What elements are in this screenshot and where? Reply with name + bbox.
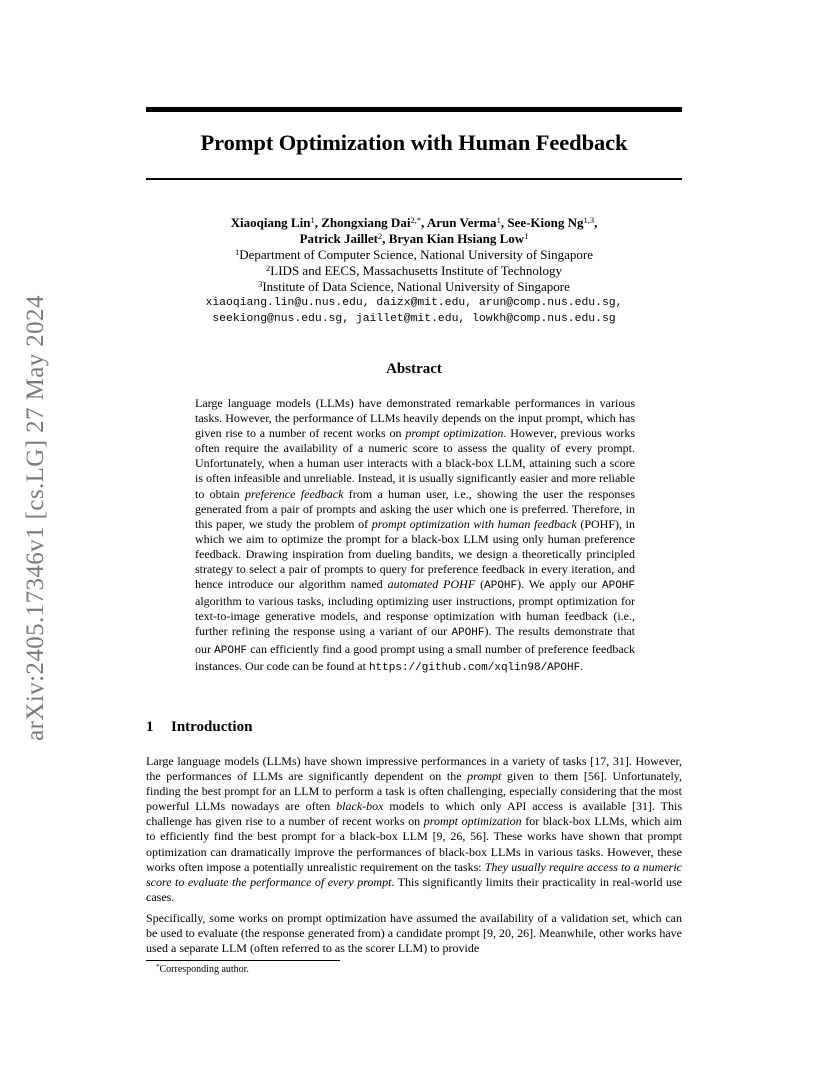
author: Bryan Kian Hsiang Low <box>388 231 525 246</box>
paragraph: Large language models (LLMs) have shown impressive performances in a variety of tasks [17, 31]. However, the performances of LLMs are significantly dependent on the prompt given to them [56]. Unfortunately, finding the best prompt for an LLM to perform a task is often challenging, especially considering that the most powerful LLMs nowadays are often black-box models to which only API access is available [31]. This challenge has given rise to a number of recent works on prompt optimization for black-box LLMs, which aim to efficiently find the best prompt for a black-box LLM [9, 26, 56]. These works have shown that prompt optimization can dramatically improve the performances of black-box LLMs in various tasks. However, these works often impose a potentially unrealistic requirement on the tasks: They usually require access to a numeric score to evaluate the performance of every prompt. This significantly limits their practicality in real-world use cases. <box>146 754 683 904</box>
top-rule <box>146 107 682 112</box>
author-sup: 1 <box>524 231 529 241</box>
paper-title: Prompt Optimization with Human Feedback <box>200 130 628 155</box>
author-sup: 2,* <box>410 215 422 225</box>
author-block <box>146 215 682 327</box>
footnote-rule <box>146 960 340 961</box>
author: Patrick Jaillet <box>299 231 378 246</box>
author-sup: 2 <box>377 231 383 241</box>
footnote: *Corresponding author. <box>156 963 249 975</box>
code-link[interactable]: https://github.com/xqlin98/APOHF <box>368 661 581 674</box>
abstract-body: Large language models (LLMs) have demonstrated remarkable performances in various tasks. However, the performance of LLMs heavily depends on the input prompt, which has given rise to a number of recent works on prompt optimization. However, previous works often require the availability of a numeric score to assess the quality of every prompt. Unfortunately, when a human user interacts with a black-box LLM, attaining such a score is often infeasible and unreliable. Instead, it is usually significantly easier and more reliable to obtain preference feedback from a human user, i.e., showing the user the responses generated from a pair of prompts and asking the user which one is preferred. Therefore, in this paper, we study the problem of prompt optimization with human feedback (POHF), in which we aim to optimize the prompt for a black-box LLM using only human preference feedback. Drawing inspiration from dueling bandits, we design a theoretically principled strategy to select a pair of prompts to query for preference feedback in every iteration, and hence introduce our algorithm named automated POHF (APOHF). We apply our APOHF algorithm to various tasks, including optimizing user instructions, prompt optimization for text-to-image generative models, and response optimization with human feedback (i.e., further refining the response using a variant of our APOHF). The results demonstrate that our APOHF can efficiently find a good prompt using a small number of preference feedback instances. Our code can be found at https://github.com/xqlin98/APOHF. <box>195 396 636 674</box>
section-number: 1 <box>146 719 154 735</box>
email-line: xiaoqiang.lin@u.nus.edu, daizx@mit.edu, arun@comp.nus.edu.sg, <box>205 297 623 309</box>
email-line: seekiong@nus.edu.sg, jaillet@mit.edu, lowkh@comp.nus.edu.sg <box>212 313 616 325</box>
section-title: Introduction <box>171 719 253 735</box>
abstract-heading: Abstract <box>386 361 442 377</box>
title-rule <box>146 178 682 180</box>
author: Arun Verma <box>426 215 497 230</box>
paragraph: Specifically, some works on prompt optimization have assumed the availability of a validation set, which can be used to evaluate (the response generated from) a candidate prompt [9, 20, 26]. Meanwhile, other works have used a separate LLM (often referred to as the scorer LLM) to provide <box>146 910 682 956</box>
arxiv-stamp <box>22 278 50 758</box>
introduction-body <box>146 754 682 962</box>
arxiv-stamp-text: arXiv:2405.17346v1 [cs.LG] 27 May 2024 <box>22 295 49 741</box>
author-sup: 1 <box>496 215 501 225</box>
section-heading-introduction <box>146 719 252 736</box>
author-names: Xiaoqiang Lin$^1$, Zhongxiang Dai$^{2,*}$, Arun Verma$^1$, See-Kiong Ng$^{1,3}$, Patrick Jaillet$^2$, Bryan Kian Hsiang Low$^1$ <box>230 215 598 246</box>
author: Xiaoqiang Lin <box>230 215 311 230</box>
author: Zhongxiang Dai <box>321 215 411 230</box>
affiliation: $^3$Institute of Data Science, National University of Singapore <box>258 279 570 294</box>
author: See-Kiong Ng <box>507 215 584 230</box>
affiliation: $^1$Department of Computer Science, National University of Singapore <box>234 247 594 262</box>
author-sup: 1,3 <box>583 215 595 225</box>
affiliation: $^2$LIDS and EECS, Massachusetts Institute of Technology <box>266 263 562 278</box>
author-sup: 1 <box>310 215 315 225</box>
